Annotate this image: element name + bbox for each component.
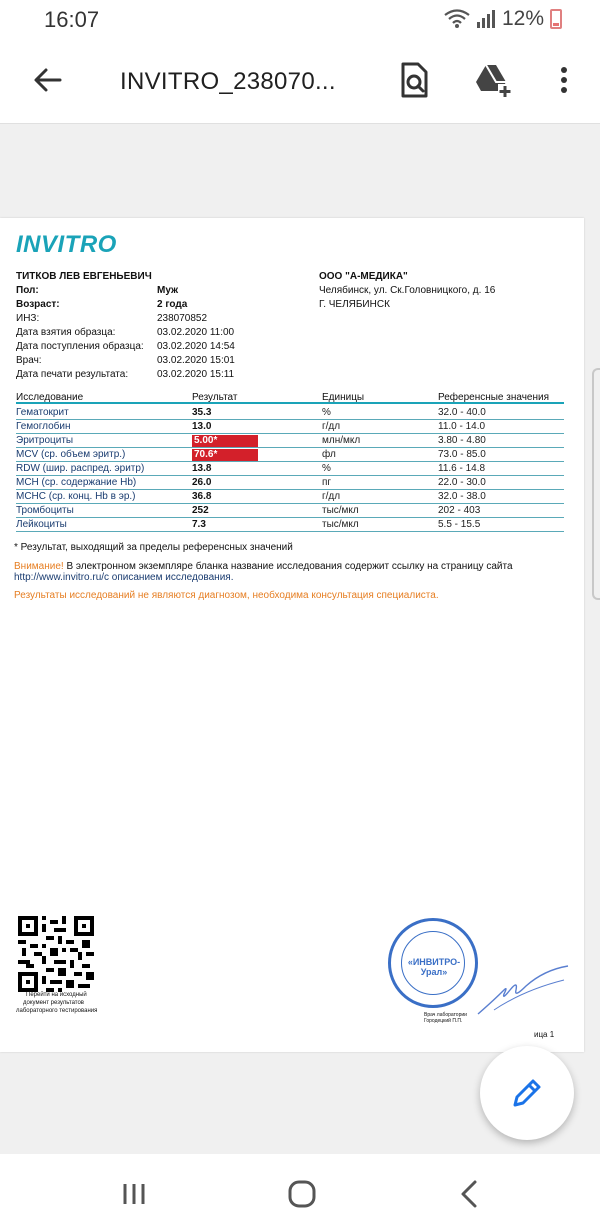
inz-label: ИНЗ: — [16, 313, 40, 324]
row-result: 13.0 — [192, 421, 212, 432]
row-ref: 202 - 403 — [438, 505, 481, 516]
row-unit: пг — [322, 477, 332, 488]
table-row — [16, 518, 564, 532]
page-number: ица 1 — [534, 1030, 555, 1039]
row-name[interactable]: Эритроциты — [16, 435, 74, 446]
pdf-page — [0, 218, 584, 1052]
age-label: Возраст: — [16, 299, 60, 310]
row-name[interactable]: RDW (шир. распред. эритр) — [16, 463, 145, 474]
app-bar — [0, 40, 600, 124]
patient-name: ТИТКОВ ЛЕВ ЕВГЕНЬЕВИЧ — [16, 271, 152, 282]
find-in-document-icon[interactable] — [394, 60, 434, 100]
sex-value: Муж — [157, 285, 179, 296]
doctor-label: Врач: — [16, 355, 42, 366]
table-row — [16, 434, 564, 448]
row-unit: % — [322, 463, 331, 474]
attention-text: В электронном экземпляре бланка название исследования содержит ссылку на страницу сайта — [63, 561, 513, 572]
row-ref: 3.80 - 4.80 — [438, 435, 486, 446]
row-result: 36.8 — [192, 491, 212, 502]
row-ref: 32.0 - 40.0 — [438, 407, 486, 418]
received-label: Дата поступления образца: — [16, 341, 144, 352]
row-unit: тыс/мкл — [322, 505, 359, 516]
row-result: 252 — [192, 505, 209, 516]
wifi-icon — [444, 9, 470, 29]
table-row — [16, 420, 564, 434]
table-row — [16, 462, 564, 476]
recent-apps-icon[interactable] — [114, 1174, 154, 1214]
edit-button[interactable] — [480, 1046, 574, 1140]
signature-caption-1: Врач лаборатории — [424, 1012, 467, 1018]
attention-label: Внимание! — [14, 561, 64, 572]
attention-link[interactable]: http://www.invitro.ru/c описанием исследования. — [14, 572, 234, 583]
taken-value: 03.02.2020 11:00 — [157, 327, 235, 338]
battery-percent: 12% — [501, 7, 544, 30]
row-result: 7.3 — [192, 519, 206, 530]
qr-caption-1: Перейти на исходный — [26, 992, 87, 998]
row-unit: г/дл — [322, 491, 341, 502]
row-ref: 11.0 - 14.0 — [438, 421, 486, 432]
attention-line — [14, 561, 513, 572]
row-name[interactable]: Лейкоциты — [16, 519, 67, 530]
header-name: Исследование — [16, 392, 84, 403]
row-unit: г/дл — [322, 421, 341, 432]
battery-icon — [550, 9, 562, 29]
add-to-drive-icon[interactable] — [472, 60, 512, 100]
age-value: 2 года — [157, 299, 188, 310]
doctor-value: 03.02.2020 15:01 — [157, 355, 235, 366]
pencil-icon — [511, 1077, 543, 1109]
stamp-text: «ИНВИТРО-Урал» — [407, 957, 461, 977]
row-result: 26.0 — [192, 477, 212, 488]
printed-label: Дата печати результата: — [16, 369, 129, 380]
qr-code-icon[interactable] — [18, 916, 94, 992]
inz-value: 238070852 — [157, 313, 208, 324]
row-result-flagged: 70.6* — [192, 449, 258, 461]
lab-name: ООО "А-МЕДИКА" — [319, 271, 408, 282]
row-name[interactable]: Гемоглобин — [16, 421, 71, 432]
home-icon[interactable] — [282, 1174, 322, 1214]
row-ref: 32.0 - 38.0 — [438, 491, 486, 502]
footnote: * Результат, выходящий за пределы референсных значений — [14, 542, 293, 553]
signature-caption-2: Городецкий П.П. — [424, 1018, 463, 1024]
row-name[interactable]: Тромбоциты — [16, 505, 74, 516]
row-name[interactable]: MCH (ср. содержание Hb) — [16, 477, 137, 488]
row-ref: 22.0 - 30.0 — [438, 477, 486, 488]
row-result: 13.8 — [192, 463, 212, 474]
scroll-handle[interactable] — [592, 368, 600, 600]
row-ref: 73.0 - 85.0 — [438, 449, 486, 460]
row-unit: % — [322, 407, 331, 418]
row-unit: млн/мкл — [322, 435, 361, 446]
sex-label: Пол: — [16, 285, 39, 296]
table-row — [16, 490, 564, 504]
disclaimer: Результаты исследований не являются диагнозом, необходима консультация специалиста. — [14, 590, 439, 601]
results-table-header — [16, 392, 564, 404]
row-result-flagged: 5.00* — [192, 435, 258, 447]
more-options-icon[interactable] — [544, 60, 584, 100]
lab-address: Челябинск, ул. Ск.Головницкого, д. 16 — [319, 285, 496, 296]
qr-caption-2: документ результатов — [23, 1000, 84, 1006]
header-result: Результат — [192, 392, 238, 403]
qr-caption-3: лабораторного тестирования — [16, 1008, 98, 1014]
system-nav-bar — [0, 1154, 600, 1232]
signal-icon — [476, 9, 496, 29]
signature-icon — [474, 960, 574, 1020]
taken-label: Дата взятия образца: — [16, 327, 116, 338]
lab-city: Г. ЧЕЛЯБИНСК — [319, 299, 390, 310]
row-unit: тыс/мкл — [322, 519, 359, 530]
printed-value: 03.02.2020 15:11 — [157, 369, 235, 380]
table-row — [16, 406, 564, 420]
status-time: 16:07 — [44, 7, 100, 32]
row-name[interactable]: MCV (ср. объем эритр.) — [16, 449, 126, 460]
row-ref: 11.6 - 14.8 — [438, 463, 486, 474]
stamp — [388, 918, 478, 1008]
document-title: INVITRO_238070... — [120, 68, 336, 95]
row-name[interactable]: Гематокрит — [16, 407, 69, 418]
status-bar — [0, 0, 600, 40]
row-ref: 5.5 - 15.5 — [438, 519, 481, 530]
table-row — [16, 448, 564, 462]
row-name[interactable]: MCHC (ср. конц. Hb в эр.) — [16, 491, 136, 502]
header-ref: Референсные значения — [438, 392, 550, 403]
back-arrow-icon[interactable] — [30, 62, 66, 98]
back-nav-icon[interactable] — [450, 1174, 490, 1214]
row-unit: фл — [322, 449, 336, 460]
invitro-logo: INVITRO — [16, 231, 117, 258]
header-unit: Единицы — [322, 392, 365, 403]
row-result: 35.3 — [192, 407, 212, 418]
table-row — [16, 504, 564, 518]
table-row — [16, 476, 564, 490]
received-value: 03.02.2020 14:54 — [157, 341, 235, 352]
status-icons — [444, 7, 562, 31]
